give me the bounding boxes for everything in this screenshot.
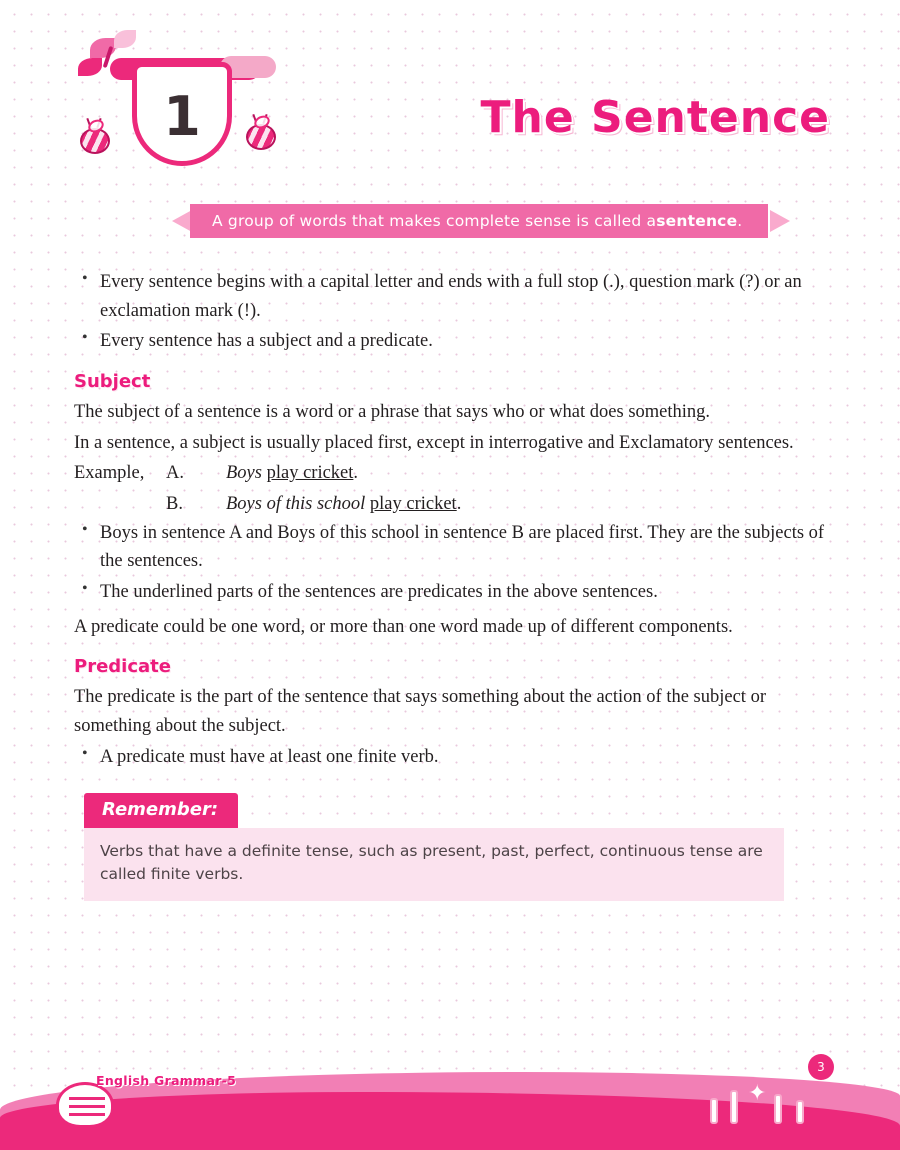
- definition-keyword: sentence: [656, 212, 738, 230]
- bee-icon: [76, 122, 116, 156]
- list-item: • Boys in sentence A and Boys of this school in sentence B are placed first. They are the subjects of the sentences.: [74, 519, 838, 576]
- leaf-icon: [78, 58, 102, 76]
- leaf-icon: [114, 30, 136, 48]
- example-end: .: [456, 493, 462, 514]
- example-sentence-b: [226, 490, 461, 519]
- list-item: • A predicate must have at least one finite verb.: [74, 743, 838, 772]
- remember-body-text: Verbs that have a definite tense, such as present, past, perfect, continuous tense are called finite verbs.: [84, 828, 784, 901]
- bee-icon: [242, 118, 282, 152]
- remember-callout: [84, 793, 838, 900]
- example-label-spacer: [74, 490, 166, 519]
- definition-text-before: A group of words that makes complete sense is called a: [212, 212, 657, 230]
- subject-paragraph-2: In a sentence, a subject is usually placed first, except in interrogative and Exclamatory sentences.: [74, 432, 794, 453]
- section-heading-subject: Subject: [74, 371, 151, 393]
- page-header: [62, 0, 838, 200]
- page-title: The Sentence: [480, 92, 830, 143]
- example-predicate: play cricket: [266, 463, 354, 484]
- lesson-content: [62, 268, 838, 901]
- chapter-number: 1: [163, 85, 201, 148]
- example-key: A.: [166, 463, 184, 484]
- definition-text: [190, 204, 768, 238]
- ribbon-tail-right: [770, 210, 790, 232]
- example-row-a: [74, 459, 838, 488]
- example-subject: Boys of this school: [226, 493, 366, 514]
- pencil-icon: [710, 1098, 718, 1124]
- section-heading-predicate: Predicate: [74, 656, 171, 678]
- page-number: 3: [808, 1054, 834, 1080]
- book-logo-icon: [56, 1082, 114, 1128]
- star-icon: ✦: [748, 1080, 767, 1105]
- subject-closing-paragraph: A predicate could be one word, or more than one word made up of different components.: [74, 616, 733, 637]
- example-predicate: play cricket: [369, 493, 457, 514]
- ribbon-tail-left: [172, 210, 192, 232]
- predicate-bullet-list: [74, 743, 838, 772]
- book-title-label: English Grammar-5: [96, 1073, 237, 1088]
- pencil-icon: [774, 1094, 782, 1124]
- pencil-icon: [730, 1090, 738, 1124]
- predicate-paragraph: The predicate is the part of the sentence that says something about the action of the subject or something about the subject.: [74, 687, 766, 736]
- remember-tab-label: Remember:: [84, 793, 238, 828]
- example-row-b: [74, 490, 838, 519]
- list-item: • The underlined parts of the sentences are predicates in the above sentences.: [74, 578, 838, 607]
- definition-text-after: .: [737, 212, 743, 230]
- subject-paragraph-1: The subject of a sentence is a word or a phrase that says who or what does something.: [74, 401, 711, 422]
- example-end: .: [353, 463, 359, 484]
- example-key: B.: [166, 493, 183, 514]
- chapter-number-shield: [132, 62, 232, 166]
- list-item: • Every sentence has a subject and a predicate.: [74, 327, 838, 356]
- intro-bullet-list: [74, 268, 838, 356]
- example-subject: Boys: [226, 463, 262, 484]
- chapter-badge: [70, 36, 300, 176]
- list-item: • Every sentence begins with a capital letter and ends with a full stop (.), question mark (?) or an exclamation mark (!).: [74, 268, 838, 325]
- footer-decoration: [704, 1070, 824, 1124]
- subject-bullet-list: [74, 519, 838, 607]
- pencil-icon: [796, 1100, 804, 1124]
- example-sentence-a: [226, 459, 358, 488]
- page-footer: [0, 1040, 900, 1150]
- example-label: Example,: [74, 463, 145, 484]
- definition-ribbon: [122, 204, 838, 250]
